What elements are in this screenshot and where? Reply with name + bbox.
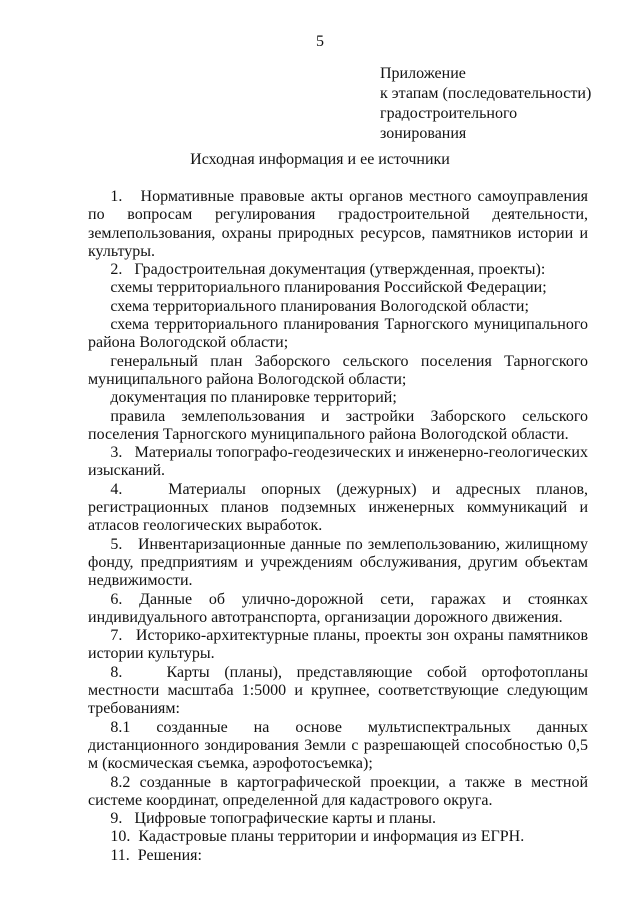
paragraph: схема территориального планирования Вологодской области; xyxy=(110,297,529,315)
appendix-block xyxy=(380,64,620,144)
paragraph: 8.2 созданные в картографической проекции, а также в местной системе координат, определенной для кадастрового округа. xyxy=(88,773,588,809)
paragraph: 8.1 созданные на основе мультиспектральных данных дистанционного зондирования Земли с разрешающей способностью 0,5 м (космическая съемка, аэрофотосъемка); xyxy=(88,718,588,773)
appendix-line: к этапам (последовательности) xyxy=(380,85,592,102)
paragraph: документация по планировке территорий; xyxy=(110,389,397,407)
paragraph: 10. Кадастровые планы территории и информация из ЕГРН. xyxy=(110,828,525,846)
paragraph: генеральный план Заборского сельского поселения Тарногского муниципального района Вологодской области; xyxy=(88,352,588,388)
paragraph: 5. Инвентаризационные данные по землепользованию, жилищному фонду, предприятиям и учреждениям обслуживания, другим объектам недвижимости. xyxy=(88,535,588,590)
paragraph: 6. Данные об улично-дорожной сети, гаражах и стоянках индивидуального автотранспорта, организации дорожного движения. xyxy=(88,590,588,626)
paragraph: 7. Историко-архитектурные планы, проекты зон охраны памятников истории культуры. xyxy=(88,627,588,663)
appendix-line: Приложение xyxy=(380,65,466,82)
paragraph: 2. Градостроительная документация (утвержденная, проекты): xyxy=(110,261,546,279)
paragraph: 11. Решения: xyxy=(110,846,202,864)
paragraph: 1. Нормативные правовые акты органов местного самоуправления по вопросам регулирования градостроительной деятельности, землепользования, охраны природных ресурсов, памятников истории и культуры. xyxy=(88,188,588,260)
paragraph: схемы территориального планирования Российской Федерации; xyxy=(110,279,547,297)
appendix-line: градостроительного xyxy=(380,105,518,122)
document-body xyxy=(88,188,588,865)
paragraph: 8. Карты (планы), представляющие собой ортофотопланы местности масштаба 1:5000 и крупнее, соответствующие следующим требованиям: xyxy=(88,663,588,718)
paragraph: 4. Материалы опорных (дежурных) и адресных планов, регистрационных планов подземных инженерных коммуникаций и атласов геологических выработок. xyxy=(88,480,588,535)
appendix-line: зонирования xyxy=(380,125,467,142)
paragraph: схема территориального планирования Тарногского муниципального района Вологодской области; xyxy=(88,316,588,352)
paragraph: 3. Материалы топографо-геодезических и инженерно-геологических изысканий. xyxy=(88,444,588,480)
document-title: Исходная информация и ее источники xyxy=(190,151,450,168)
paragraph: правила землепользования и застройки Заборского сельского поселения Тарногского муниципального района Вологодской области. xyxy=(88,407,588,443)
paragraph: 9. Цифровые топографические карты и планы. xyxy=(110,810,436,828)
page-number: 5 xyxy=(316,33,324,50)
